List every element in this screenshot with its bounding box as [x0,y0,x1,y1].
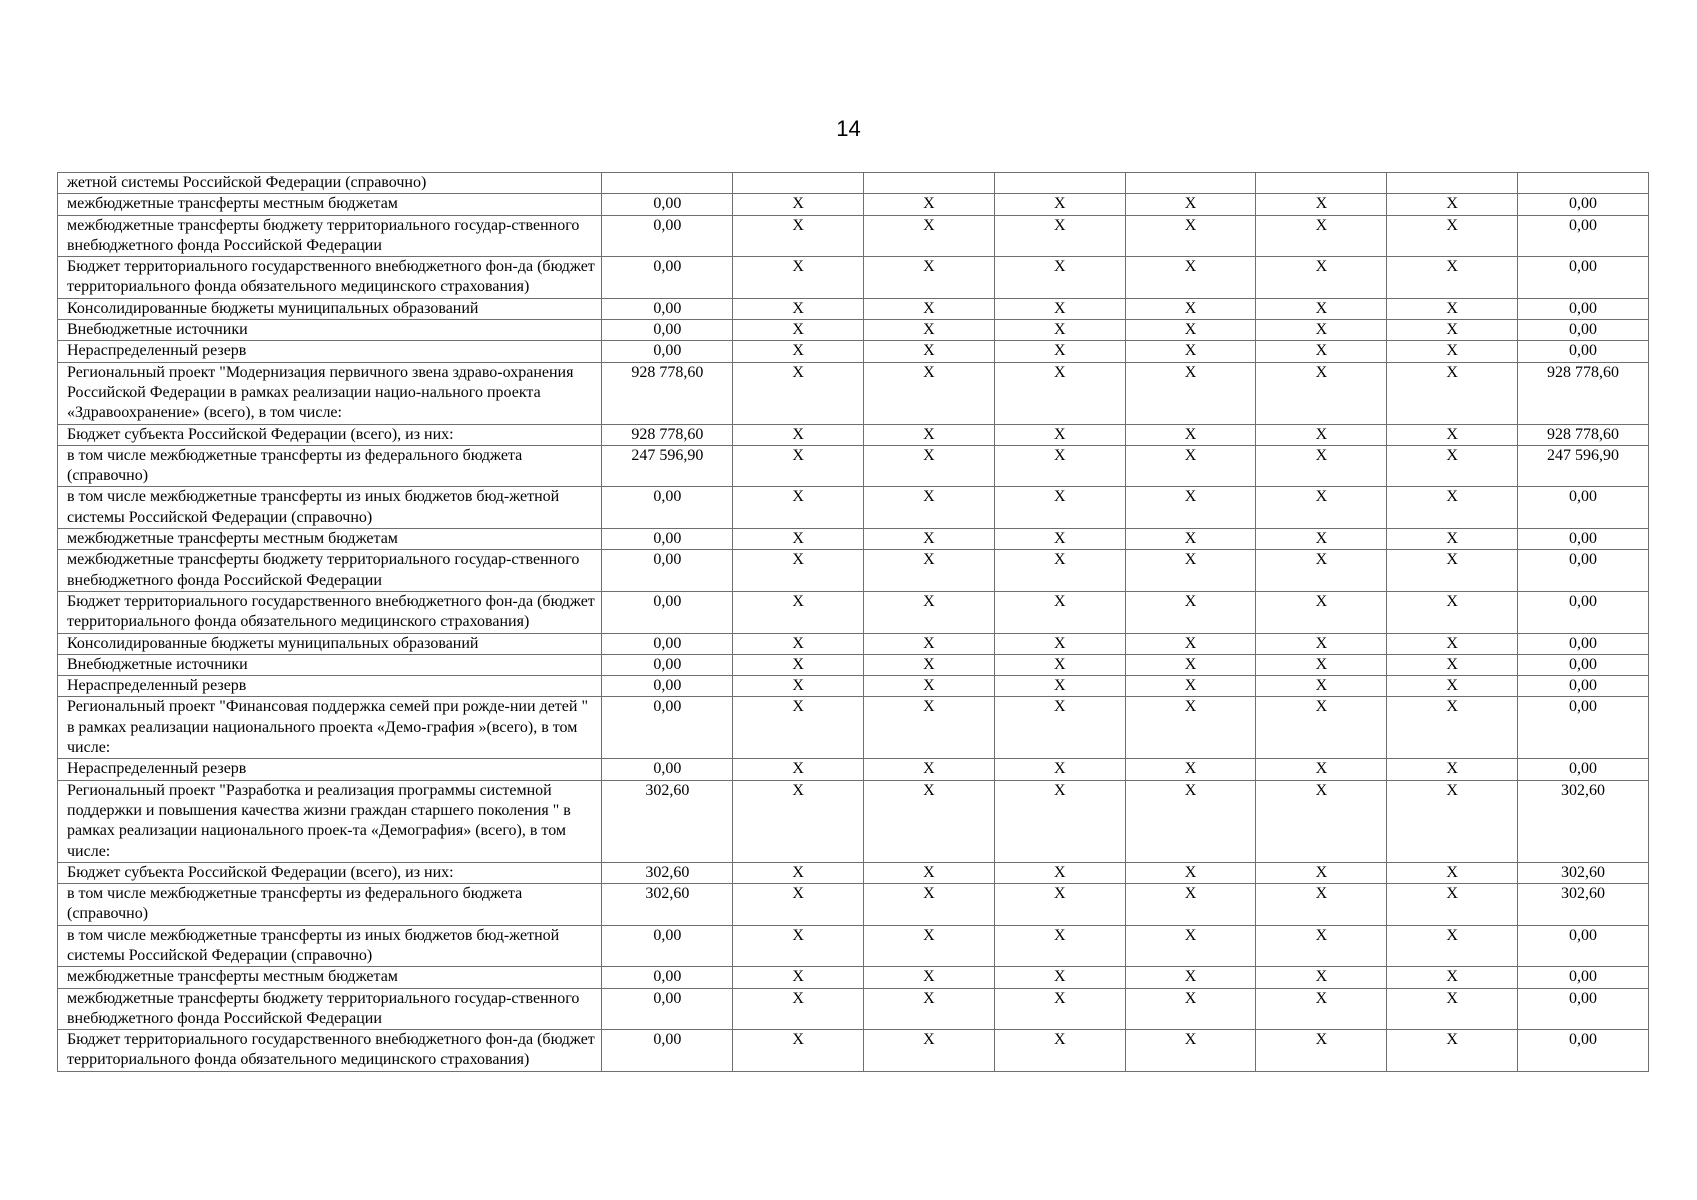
table-row [58,759,1649,780]
row-mark-cell [1387,173,1518,194]
row-total-cell: 247 596,90 [1518,445,1649,487]
table-row [58,529,1649,550]
row-mark-cell: X [1387,298,1518,319]
row-mark-cell: X [733,862,864,883]
row-mark-cell: X [1125,362,1256,424]
table-row [58,194,1649,215]
row-label-cell: межбюджетные трансферты бюджету территориального государ-ственного внебюджетного фонда Российской Федерации [58,988,602,1030]
row-total-cell: 302,60 [1518,862,1649,883]
row-value-cell: 0,00 [602,591,733,633]
table-row [58,320,1649,341]
row-label-cell: Бюджет субъекта Российской Федерации (всего), из них: [58,862,602,883]
table-row [58,424,1649,445]
row-value-cell: 0,00 [602,487,733,529]
row-value-cell: 302,60 [602,884,733,926]
row-total-cell: 0,00 [1518,633,1649,654]
row-mark-cell: X [994,550,1125,592]
row-label-cell: в том числе межбюджетные трансферты из федерального бюджета (справочно) [58,884,602,926]
row-mark-cell: X [864,676,995,697]
row-label-cell: межбюджетные трансферты бюджету территориального государ-ственного внебюджетного фонда Российской Федерации [58,215,602,257]
row-mark-cell: X [1125,633,1256,654]
row-mark-cell: X [994,925,1125,967]
table-row [58,445,1649,487]
row-mark-cell: X [864,654,995,675]
row-label-cell: Консолидированные бюджеты муниципальных образований [58,298,602,319]
row-label-cell: в том числе межбюджетные трансферты из федерального бюджета (справочно) [58,445,602,487]
row-mark-cell: X [1125,487,1256,529]
row-mark-cell: X [864,529,995,550]
row-mark-cell: X [1256,298,1387,319]
row-mark-cell: X [1256,697,1387,759]
row-total-cell [1518,173,1649,194]
row-mark-cell: X [994,633,1125,654]
row-mark-cell: X [1256,759,1387,780]
row-mark-cell: X [994,884,1125,926]
row-mark-cell: X [864,424,995,445]
row-mark-cell: X [1125,320,1256,341]
row-label-cell: Внебюджетные источники [58,320,602,341]
row-mark-cell: X [1125,215,1256,257]
row-mark-cell: X [994,529,1125,550]
row-mark-cell: X [1387,759,1518,780]
row-mark-cell: X [1256,362,1387,424]
row-mark-cell: X [1256,487,1387,529]
row-mark-cell: X [994,988,1125,1030]
row-mark-cell: X [1387,697,1518,759]
row-mark-cell: X [1125,424,1256,445]
row-mark-cell: X [864,925,995,967]
row-total-cell: 0,00 [1518,529,1649,550]
row-mark-cell: X [1256,550,1387,592]
row-mark-cell: X [1125,550,1256,592]
table-row [58,298,1649,319]
row-mark-cell: X [1387,967,1518,988]
row-mark-cell: X [864,320,995,341]
row-total-cell: 0,00 [1518,257,1649,299]
row-total-cell: 0,00 [1518,215,1649,257]
budget-table [57,172,1649,1072]
row-value-cell: 0,00 [602,529,733,550]
row-mark-cell: X [733,445,864,487]
row-total-cell: 0,00 [1518,988,1649,1030]
table-row [58,654,1649,675]
row-mark-cell [1125,173,1256,194]
row-mark-cell: X [1256,215,1387,257]
row-mark-cell: X [1256,925,1387,967]
table-row [58,1030,1649,1072]
row-value-cell [602,173,733,194]
row-mark-cell: X [994,862,1125,883]
row-mark-cell: X [1256,194,1387,215]
row-mark-cell: X [1387,676,1518,697]
row-mark-cell: X [733,884,864,926]
row-mark-cell: X [1387,424,1518,445]
row-mark-cell [1256,173,1387,194]
row-mark-cell: X [1256,257,1387,299]
row-mark-cell: X [994,1030,1125,1072]
row-mark-cell: X [1256,633,1387,654]
row-total-cell: 0,00 [1518,654,1649,675]
row-mark-cell: X [994,424,1125,445]
row-mark-cell: X [1387,988,1518,1030]
row-value-cell: 0,00 [602,550,733,592]
row-mark-cell: X [1125,529,1256,550]
row-total-cell: 0,00 [1518,487,1649,529]
row-value-cell: 0,00 [602,967,733,988]
row-label-cell: межбюджетные трансферты местным бюджетам [58,967,602,988]
row-label-cell: в том числе межбюджетные трансферты из иных бюджетов бюд-жетной системы Российской Федерации (справочно) [58,925,602,967]
row-mark-cell: X [1256,445,1387,487]
row-mark-cell: X [1387,445,1518,487]
row-mark-cell [994,173,1125,194]
row-label-cell: Нераспределенный резерв [58,676,602,697]
row-mark-cell: X [1256,967,1387,988]
row-mark-cell: X [733,925,864,967]
row-total-cell: 928 778,60 [1518,424,1649,445]
table-row [58,633,1649,654]
row-mark-cell: X [994,298,1125,319]
row-mark-cell: X [864,1030,995,1072]
row-mark-cell: X [1125,591,1256,633]
row-mark-cell: X [994,697,1125,759]
row-value-cell: 0,00 [602,194,733,215]
row-mark-cell: X [1387,487,1518,529]
row-mark-cell: X [1256,988,1387,1030]
row-mark-cell: X [1387,862,1518,883]
table-row [58,173,1649,194]
row-mark-cell: X [1387,1030,1518,1072]
row-mark-cell: X [864,759,995,780]
row-mark-cell: X [1125,884,1256,926]
row-mark-cell: X [1387,550,1518,592]
table-row [58,362,1649,424]
row-mark-cell: X [1125,298,1256,319]
row-mark-cell: X [1125,862,1256,883]
row-label-cell: Нераспределенный резерв [58,341,602,362]
row-mark-cell: X [733,424,864,445]
row-total-cell: 0,00 [1518,591,1649,633]
row-mark-cell: X [864,884,995,926]
row-mark-cell: X [733,633,864,654]
row-mark-cell: X [733,591,864,633]
row-mark-cell: X [864,298,995,319]
row-mark-cell: X [1125,759,1256,780]
row-mark-cell: X [733,759,864,780]
table-row [58,487,1649,529]
row-mark-cell: X [1125,697,1256,759]
row-mark-cell: X [1256,591,1387,633]
row-label-cell: Бюджет территориального государственного внебюджетного фон-да (бюджет территориального фонда обязательного медицинского страхования) [58,1030,602,1072]
row-mark-cell: X [1256,862,1387,883]
row-mark-cell: X [864,362,995,424]
table-row [58,697,1649,759]
row-mark-cell: X [864,633,995,654]
row-mark-cell: X [733,320,864,341]
row-total-cell: 0,00 [1518,194,1649,215]
row-mark-cell: X [994,257,1125,299]
row-value-cell: 302,60 [602,862,733,883]
table-row [58,862,1649,883]
row-mark-cell: X [864,215,995,257]
table-row [58,676,1649,697]
row-mark-cell: X [733,654,864,675]
row-label-cell: Региональный проект "Финансовая поддержка семей при рожде-нии детей " в рамках реализации национального проекта «Демо-графия »(всего), в том числе: [58,697,602,759]
row-mark-cell: X [733,988,864,1030]
row-label-cell: Бюджет территориального государственного внебюджетного фон-да (бюджет территориального фонда обязательного медицинского страхования) [58,591,602,633]
row-value-cell: 928 778,60 [602,362,733,424]
row-mark-cell: X [1387,633,1518,654]
table-row [58,257,1649,299]
row-mark-cell: X [733,194,864,215]
row-mark-cell: X [864,550,995,592]
row-mark-cell: X [1256,424,1387,445]
row-value-cell: 0,00 [602,257,733,299]
row-mark-cell: X [733,529,864,550]
row-mark-cell: X [1125,194,1256,215]
row-total-cell: 928 778,60 [1518,362,1649,424]
row-total-cell: 0,00 [1518,967,1649,988]
row-mark-cell: X [1125,988,1256,1030]
row-mark-cell: X [733,967,864,988]
row-value-cell: 0,00 [602,925,733,967]
row-mark-cell: X [994,445,1125,487]
table-body [58,173,1649,1072]
row-mark-cell [864,173,995,194]
table-row [58,215,1649,257]
row-mark-cell: X [1125,341,1256,362]
row-mark-cell: X [1387,341,1518,362]
table-row [58,988,1649,1030]
row-total-cell: 0,00 [1518,676,1649,697]
row-mark-cell: X [1387,257,1518,299]
row-mark-cell: X [1256,676,1387,697]
row-mark-cell: X [1125,1030,1256,1072]
row-mark-cell: X [994,215,1125,257]
row-mark-cell: X [864,967,995,988]
table-row [58,925,1649,967]
row-value-cell: 0,00 [602,654,733,675]
row-mark-cell [733,173,864,194]
row-mark-cell: X [864,988,995,1030]
row-label-cell: Консолидированные бюджеты муниципальных образований [58,633,602,654]
row-mark-cell: X [864,257,995,299]
row-mark-cell: X [733,215,864,257]
row-mark-cell: X [864,341,995,362]
row-mark-cell: X [864,487,995,529]
row-mark-cell: X [1387,320,1518,341]
row-mark-cell: X [994,194,1125,215]
row-label-cell: межбюджетные трансферты местным бюджетам [58,529,602,550]
row-mark-cell: X [1387,591,1518,633]
row-total-cell: 0,00 [1518,320,1649,341]
row-value-cell: 0,00 [602,298,733,319]
row-label-cell: Региональный проект "Разработка и реализация программы системной поддержки и повышения качества жизни граждан старшего поколения " в рамках реализации национального проек-та «Демография» (всего), в том числе: [58,780,602,862]
row-value-cell: 0,00 [602,1030,733,1072]
table-row [58,884,1649,926]
row-mark-cell: X [994,780,1125,862]
row-mark-cell: X [733,257,864,299]
row-mark-cell: X [1125,257,1256,299]
row-total-cell: 0,00 [1518,550,1649,592]
row-mark-cell: X [1256,654,1387,675]
row-mark-cell: X [1387,780,1518,862]
row-total-cell: 0,00 [1518,925,1649,967]
row-mark-cell: X [733,341,864,362]
row-mark-cell: X [1125,654,1256,675]
row-mark-cell: X [733,697,864,759]
row-mark-cell: X [864,591,995,633]
row-total-cell: 302,60 [1518,884,1649,926]
row-mark-cell: X [1125,780,1256,862]
row-mark-cell: X [1387,215,1518,257]
row-mark-cell: X [733,298,864,319]
row-label-cell: в том числе межбюджетные трансферты из иных бюджетов бюд-жетной системы Российской Федерации (справочно) [58,487,602,529]
row-mark-cell: X [1387,925,1518,967]
row-mark-cell: X [1387,362,1518,424]
row-label-cell: Региональный проект "Модернизация первичного звена здраво-охранения Российской Федерации в рамках реализации нацио-нального проекта «Здравоохранение» (всего), в том числе: [58,362,602,424]
row-value-cell: 0,00 [602,633,733,654]
row-mark-cell: X [1125,925,1256,967]
row-mark-cell: X [1387,884,1518,926]
row-mark-cell: X [733,1030,864,1072]
row-value-cell: 247 596,90 [602,445,733,487]
row-value-cell: 0,00 [602,988,733,1030]
row-mark-cell: X [1256,529,1387,550]
table-row [58,780,1649,862]
row-mark-cell: X [994,759,1125,780]
row-mark-cell: X [864,780,995,862]
row-value-cell: 0,00 [602,697,733,759]
row-mark-cell: X [864,862,995,883]
row-value-cell: 0,00 [602,759,733,780]
row-mark-cell: X [994,654,1125,675]
row-mark-cell: X [994,320,1125,341]
row-mark-cell: X [1256,780,1387,862]
row-total-cell: 0,00 [1518,697,1649,759]
row-total-cell: 0,00 [1518,298,1649,319]
row-value-cell: 302,60 [602,780,733,862]
row-mark-cell: X [864,194,995,215]
row-value-cell: 0,00 [602,341,733,362]
row-label-cell: жетной системы Российской Федерации (справочно) [58,173,602,194]
row-mark-cell: X [733,676,864,697]
row-mark-cell: X [1256,320,1387,341]
row-mark-cell: X [1256,1030,1387,1072]
row-mark-cell: X [864,697,995,759]
table-row [58,967,1649,988]
row-total-cell: 302,60 [1518,780,1649,862]
row-mark-cell: X [1125,445,1256,487]
row-value-cell: 928 778,60 [602,424,733,445]
row-mark-cell: X [994,362,1125,424]
row-mark-cell: X [733,362,864,424]
row-mark-cell: X [1256,884,1387,926]
table-row [58,341,1649,362]
row-value-cell: 0,00 [602,215,733,257]
row-label-cell: Внебюджетные источники [58,654,602,675]
row-total-cell: 0,00 [1518,759,1649,780]
row-mark-cell: X [1125,676,1256,697]
row-mark-cell: X [733,550,864,592]
row-mark-cell: X [994,591,1125,633]
row-label-cell: межбюджетные трансферты бюджету территориального государ-ственного внебюджетного фонда Российской Федерации [58,550,602,592]
row-label-cell: Бюджет субъекта Российской Федерации (всего), из них: [58,424,602,445]
row-label-cell: Нераспределенный резерв [58,759,602,780]
row-value-cell: 0,00 [602,320,733,341]
row-mark-cell: X [1256,341,1387,362]
row-mark-cell: X [1387,529,1518,550]
row-mark-cell: X [1387,194,1518,215]
row-mark-cell: X [733,780,864,862]
row-mark-cell: X [994,676,1125,697]
row-mark-cell: X [994,341,1125,362]
row-label-cell: Бюджет территориального государственного внебюджетного фон-да (бюджет территориального фонда обязательного медицинского страхования) [58,257,602,299]
row-mark-cell: X [1387,654,1518,675]
page-number: 14 [836,116,861,141]
row-mark-cell: X [733,487,864,529]
row-mark-cell: X [994,967,1125,988]
row-total-cell: 0,00 [1518,341,1649,362]
row-label-cell: межбюджетные трансферты местным бюджетам [58,194,602,215]
row-mark-cell: X [994,487,1125,529]
row-mark-cell: X [864,445,995,487]
table-row [58,550,1649,592]
row-mark-cell: X [1125,967,1256,988]
row-total-cell: 0,00 [1518,1030,1649,1072]
table-row [58,591,1649,633]
row-value-cell: 0,00 [602,676,733,697]
